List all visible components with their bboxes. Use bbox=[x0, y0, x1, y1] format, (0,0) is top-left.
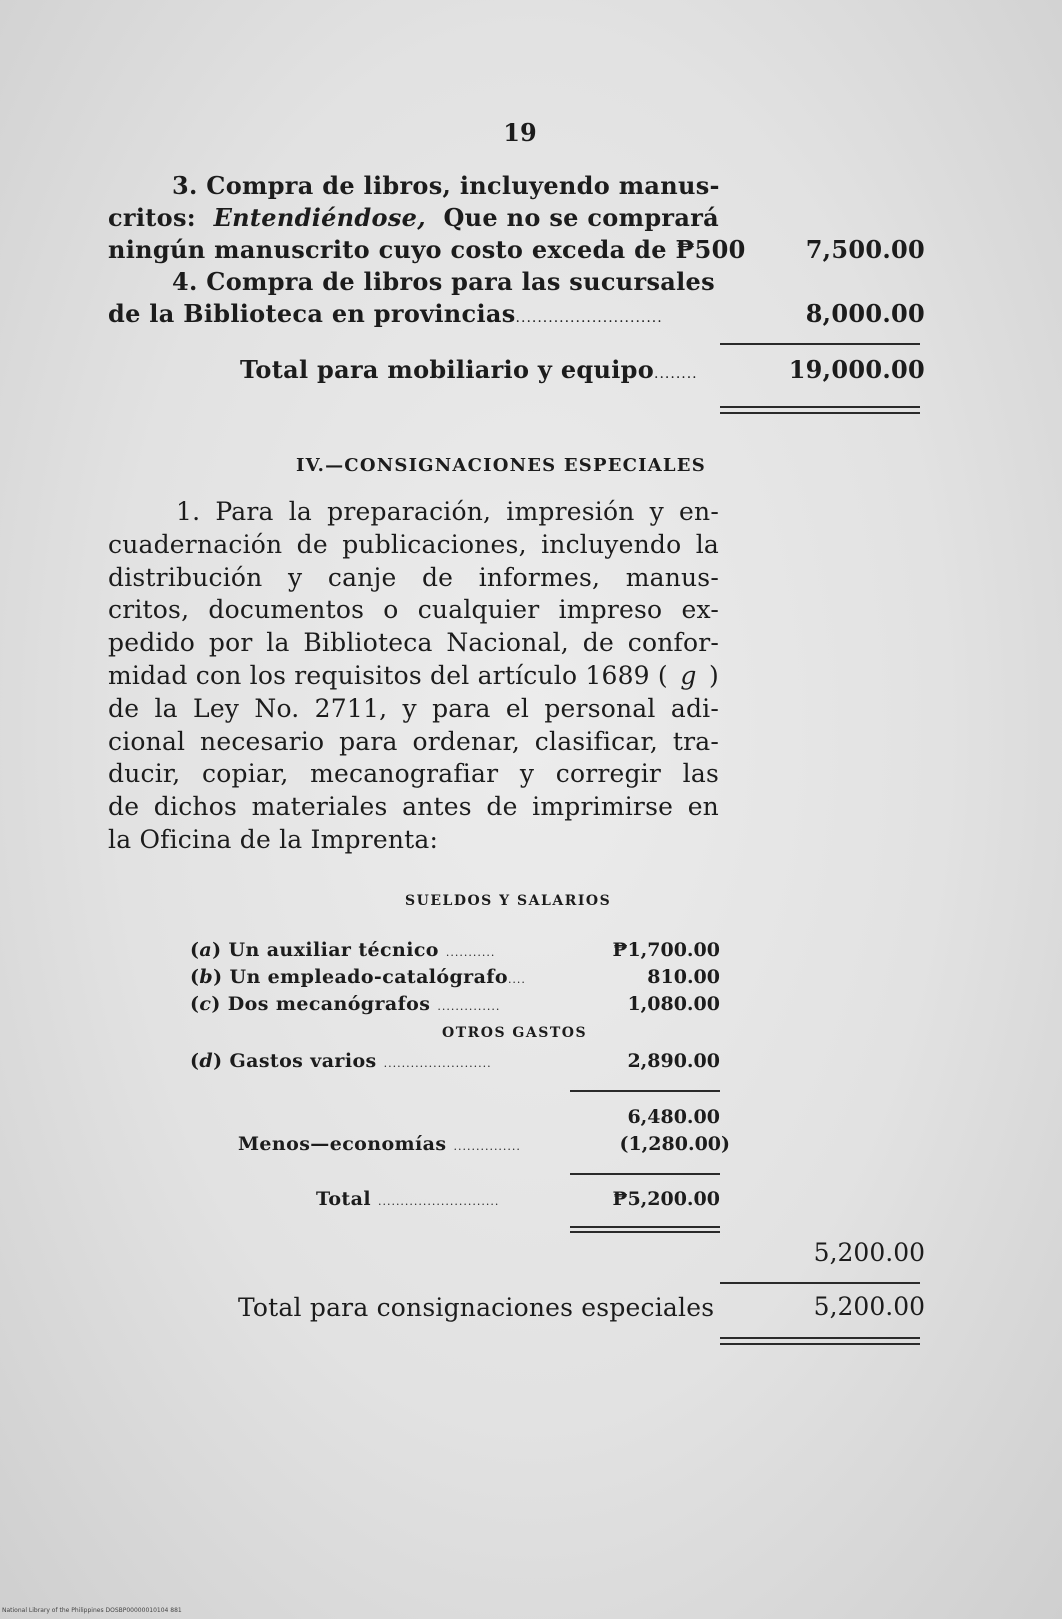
item3-line2-italic: Entendiéndose, bbox=[213, 203, 426, 232]
sub-total-text: Total bbox=[316, 1188, 371, 1210]
less-amount: (1,280.00) bbox=[619, 1133, 730, 1155]
para-line-1: 1. Para la preparación, impresión y en- bbox=[176, 497, 719, 526]
section-heading: IV.—CONSIGNACIONES ESPECIALES bbox=[296, 455, 706, 476]
total-mobiliario-dots: ........ bbox=[654, 366, 698, 382]
row-d-amount: 2,890.00 bbox=[627, 1050, 720, 1072]
para-line-4: critos, documentos o cualquier impreso ex- bbox=[108, 595, 719, 625]
item3-line1: 3. Compra de libros, incluyendo manus- bbox=[172, 171, 720, 200]
row-a-amount: ₱1,700.00 bbox=[612, 939, 720, 961]
total-rule-single bbox=[720, 343, 920, 345]
row-d-text: Gastos varios bbox=[229, 1050, 377, 1072]
otros-gastos-heading: OTROS GASTOS bbox=[442, 1025, 588, 1041]
item4-label: de la Biblioteca en provincias bbox=[108, 299, 516, 328]
less-rule bbox=[570, 1173, 720, 1175]
page-number: 19 bbox=[503, 118, 537, 147]
less-label bbox=[238, 1133, 521, 1155]
row-b-text: Un empleado-catalógrafo bbox=[229, 966, 508, 988]
grand-rule-double-top bbox=[720, 1337, 920, 1339]
row-a-letter: a bbox=[199, 939, 213, 961]
less-text: Menos—economías bbox=[238, 1133, 447, 1155]
footer-watermark: National Library of the Philippines DOSBP00000010104 881 bbox=[2, 1607, 182, 1614]
para-line-6-italic: g bbox=[680, 660, 697, 690]
para-line-6 bbox=[108, 660, 719, 693]
row-d-letter: d bbox=[199, 1050, 214, 1072]
item4-dots: ........................... bbox=[515, 310, 663, 326]
total-rule-double-bottom bbox=[720, 412, 920, 414]
item3-amount: 7,500.00 bbox=[805, 235, 925, 264]
row-c-amount: 1,080.00 bbox=[627, 993, 720, 1015]
subtotal-amount: 6,480.00 bbox=[627, 1106, 720, 1128]
subtotal-rule bbox=[570, 1090, 720, 1092]
row-c-letter: c bbox=[199, 993, 212, 1015]
row-b-amount: 810.00 bbox=[647, 966, 720, 988]
sub-total-label bbox=[316, 1188, 499, 1210]
sub-total-amount: ₱5,200.00 bbox=[612, 1188, 720, 1210]
para-line-6-pre: midad con los requisitos del artículo 1689 ( bbox=[108, 660, 668, 690]
carried-amount: 5,200.00 bbox=[813, 1238, 925, 1267]
item3-line2-pre: critos: bbox=[108, 203, 196, 232]
sub-total-rule-bottom bbox=[570, 1231, 720, 1233]
item3-line3: ningún manuscrito cuyo costo exceda de ₱500 bbox=[108, 235, 746, 264]
para-line-9: ducir, copiar, mecanografiar y corregir las bbox=[108, 759, 719, 789]
row-b-letter: b bbox=[199, 966, 214, 988]
para-line-8: cional necesario para ordenar, clasificar, tra- bbox=[108, 726, 719, 756]
total-mobiliario-label bbox=[240, 354, 698, 390]
item4-line1: 4. Compra de libros para las sucursales bbox=[172, 267, 715, 296]
total-rule-double-top bbox=[720, 406, 920, 408]
grand-total-label: Total para consignaciones especiales bbox=[238, 1293, 715, 1322]
para-line-2: cuadernación de publicaciones, incluyendo la bbox=[108, 529, 719, 559]
grand-total-amount: 5,200.00 bbox=[813, 1292, 925, 1321]
row-c-dots: .............. bbox=[437, 1000, 501, 1013]
paragraph bbox=[108, 496, 719, 857]
row-b-label: (b) Un empleado-catalógrafo.... bbox=[190, 966, 526, 988]
row-b-dots: .... bbox=[507, 973, 526, 986]
grand-rule-double-bottom bbox=[720, 1343, 920, 1345]
item3-line2-post: Que no se comprará bbox=[443, 203, 719, 232]
sub-total-dots: ........................... bbox=[377, 1195, 500, 1208]
para-line-5: pedido por la Biblioteca Nacional, de confor- bbox=[108, 628, 719, 658]
para-line-3: distribución y canje de informes, manus- bbox=[108, 562, 719, 592]
item4-line2 bbox=[108, 298, 663, 334]
row-a-text: Un auxiliar técnico bbox=[228, 939, 439, 961]
para-line-10: de dichos materiales antes de imprimirse en bbox=[108, 792, 719, 822]
row-c-text: Dos mecanógrafos bbox=[227, 993, 431, 1015]
row-a-label: (a) Un auxiliar técnico ........... bbox=[190, 939, 496, 961]
row-c-label: (c) Dos mecanógrafos .............. bbox=[190, 993, 501, 1015]
less-dots: ............... bbox=[453, 1140, 521, 1153]
total-mobiliario-amount: 19,000.00 bbox=[788, 355, 925, 384]
sub-total-rule-top bbox=[570, 1226, 720, 1228]
row-d-label: (d) Gastos varios ........................ bbox=[190, 1050, 492, 1072]
sueldos-heading: SUELDOS Y SALARIOS bbox=[405, 893, 612, 909]
total-mobiliario-text: Total para mobiliario y equipo bbox=[240, 355, 655, 384]
item3-line2 bbox=[108, 202, 719, 234]
row-d-dots: ........................ bbox=[383, 1057, 492, 1070]
para-line-6-post: ) bbox=[709, 660, 719, 690]
item4-amount: 8,000.00 bbox=[805, 299, 925, 328]
para-line-7: de la Ley No. 2711, y para el personal adi- bbox=[108, 693, 719, 723]
para-line-11: la Oficina de la Imprenta: bbox=[108, 824, 439, 854]
grand-rule-single bbox=[720, 1282, 920, 1284]
row-a-dots: ........... bbox=[445, 946, 496, 959]
